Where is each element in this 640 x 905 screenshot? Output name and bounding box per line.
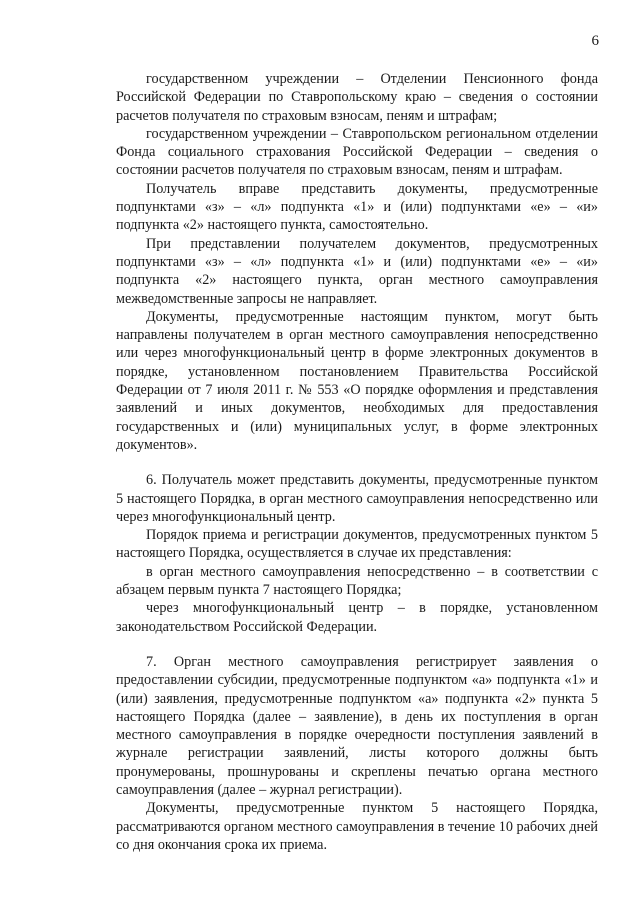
paragraph-electronic-documents: Документы, предусмотренные настоящим пунктом, могут быть направлены получателем в орган местного самоуправления непосредственно или через многофункциональный центр в форме электронных документов в порядке, установленном постановлением Правительства Российской Федерации от 7 июля 2011 г. № 553 «О порядке оформления и представления заявлений и иных документов, необходимых для предоставления государственных и (или) муниципальных услуг, в форме электронных документов». [116,308,598,453]
page-number: 6 [591,33,599,49]
paragraph-review-period: Документы, предусмотренные пунктом 5 настоящего Порядка, рассматриваются органом местного самоуправления в течение 10 рабочих дней со дня окончания срока их приема. [116,800,598,853]
paragraph-pension-fund: государственном учреждении – Отделении Пенсионного фонда Российской Федерации по Ставропольскому краю – сведения о состоянии расчетов получателя по страховым взносам, пеням и штрафам; [116,71,598,124]
document-body [116,70,598,854]
paragraph-direct-submission: в орган местного самоуправления непосредственно – в соответствии с абзацем первым пункта 7 настоящего Порядка; [116,563,598,599]
paragraph-section-6: 6. Получатель может представить документы, предусмотренные пунктом 5 настоящего Порядка, в орган местного самоуправления непосредственно или через многофункциональный центр. [116,472,598,525]
paragraph-no-interagency-requests: При представлении получателем документов, предусмотренных подпунктами «з» – «л» подпункта «1» и (или) подпунктами «е» – «и» подпункта «2» настоящего пункта, орган местного самоуправления межведомственные запросы не направляет. [116,235,598,307]
paragraph-recipient-right: Получатель вправе представить документы, предусмотренные подпунктами «з» – «л» подпункта «1» и (или) подпунктами «е» – «и» подпункта «2» настоящего пункта, самостоятельно. [116,180,598,234]
paragraph-mfc-submission: через многофункциональный центр – в порядке, установленном законодательством Российской Федерации. [116,600,598,635]
paragraph-social-insurance-fund: государственном учреждении – Ставропольском региональном отделении Фонда социального страхования Российской Федерации – сведения о состоянии расчетов получателя по страховым взносам, пеням и штрафам. [116,125,598,179]
paragraph-reception-procedure: Порядок приема и регистрации документов, предусмотренных пунктом 5 настоящего Порядка, осуществляется в случае их представления: [116,527,598,562]
paragraph-section-7: 7. Орган местного самоуправления регистрирует заявления о предоставлении субсидии, предусмотренные подпунктом «а» подпункта «1» и (или) заявления, предусмотренные подпунктом «а» подпункта «2» пункта 5 настоящего Порядка (далее – заявление), в день их поступления в орган местного самоуправления в порядке очередности поступления заявлений в журнале регистрации заявлений, листы которого должны быть пронумерованы, прошнурованы и скреплены печатью органа местного самоуправления (далее – журнал регистрации). [116,653,598,798]
